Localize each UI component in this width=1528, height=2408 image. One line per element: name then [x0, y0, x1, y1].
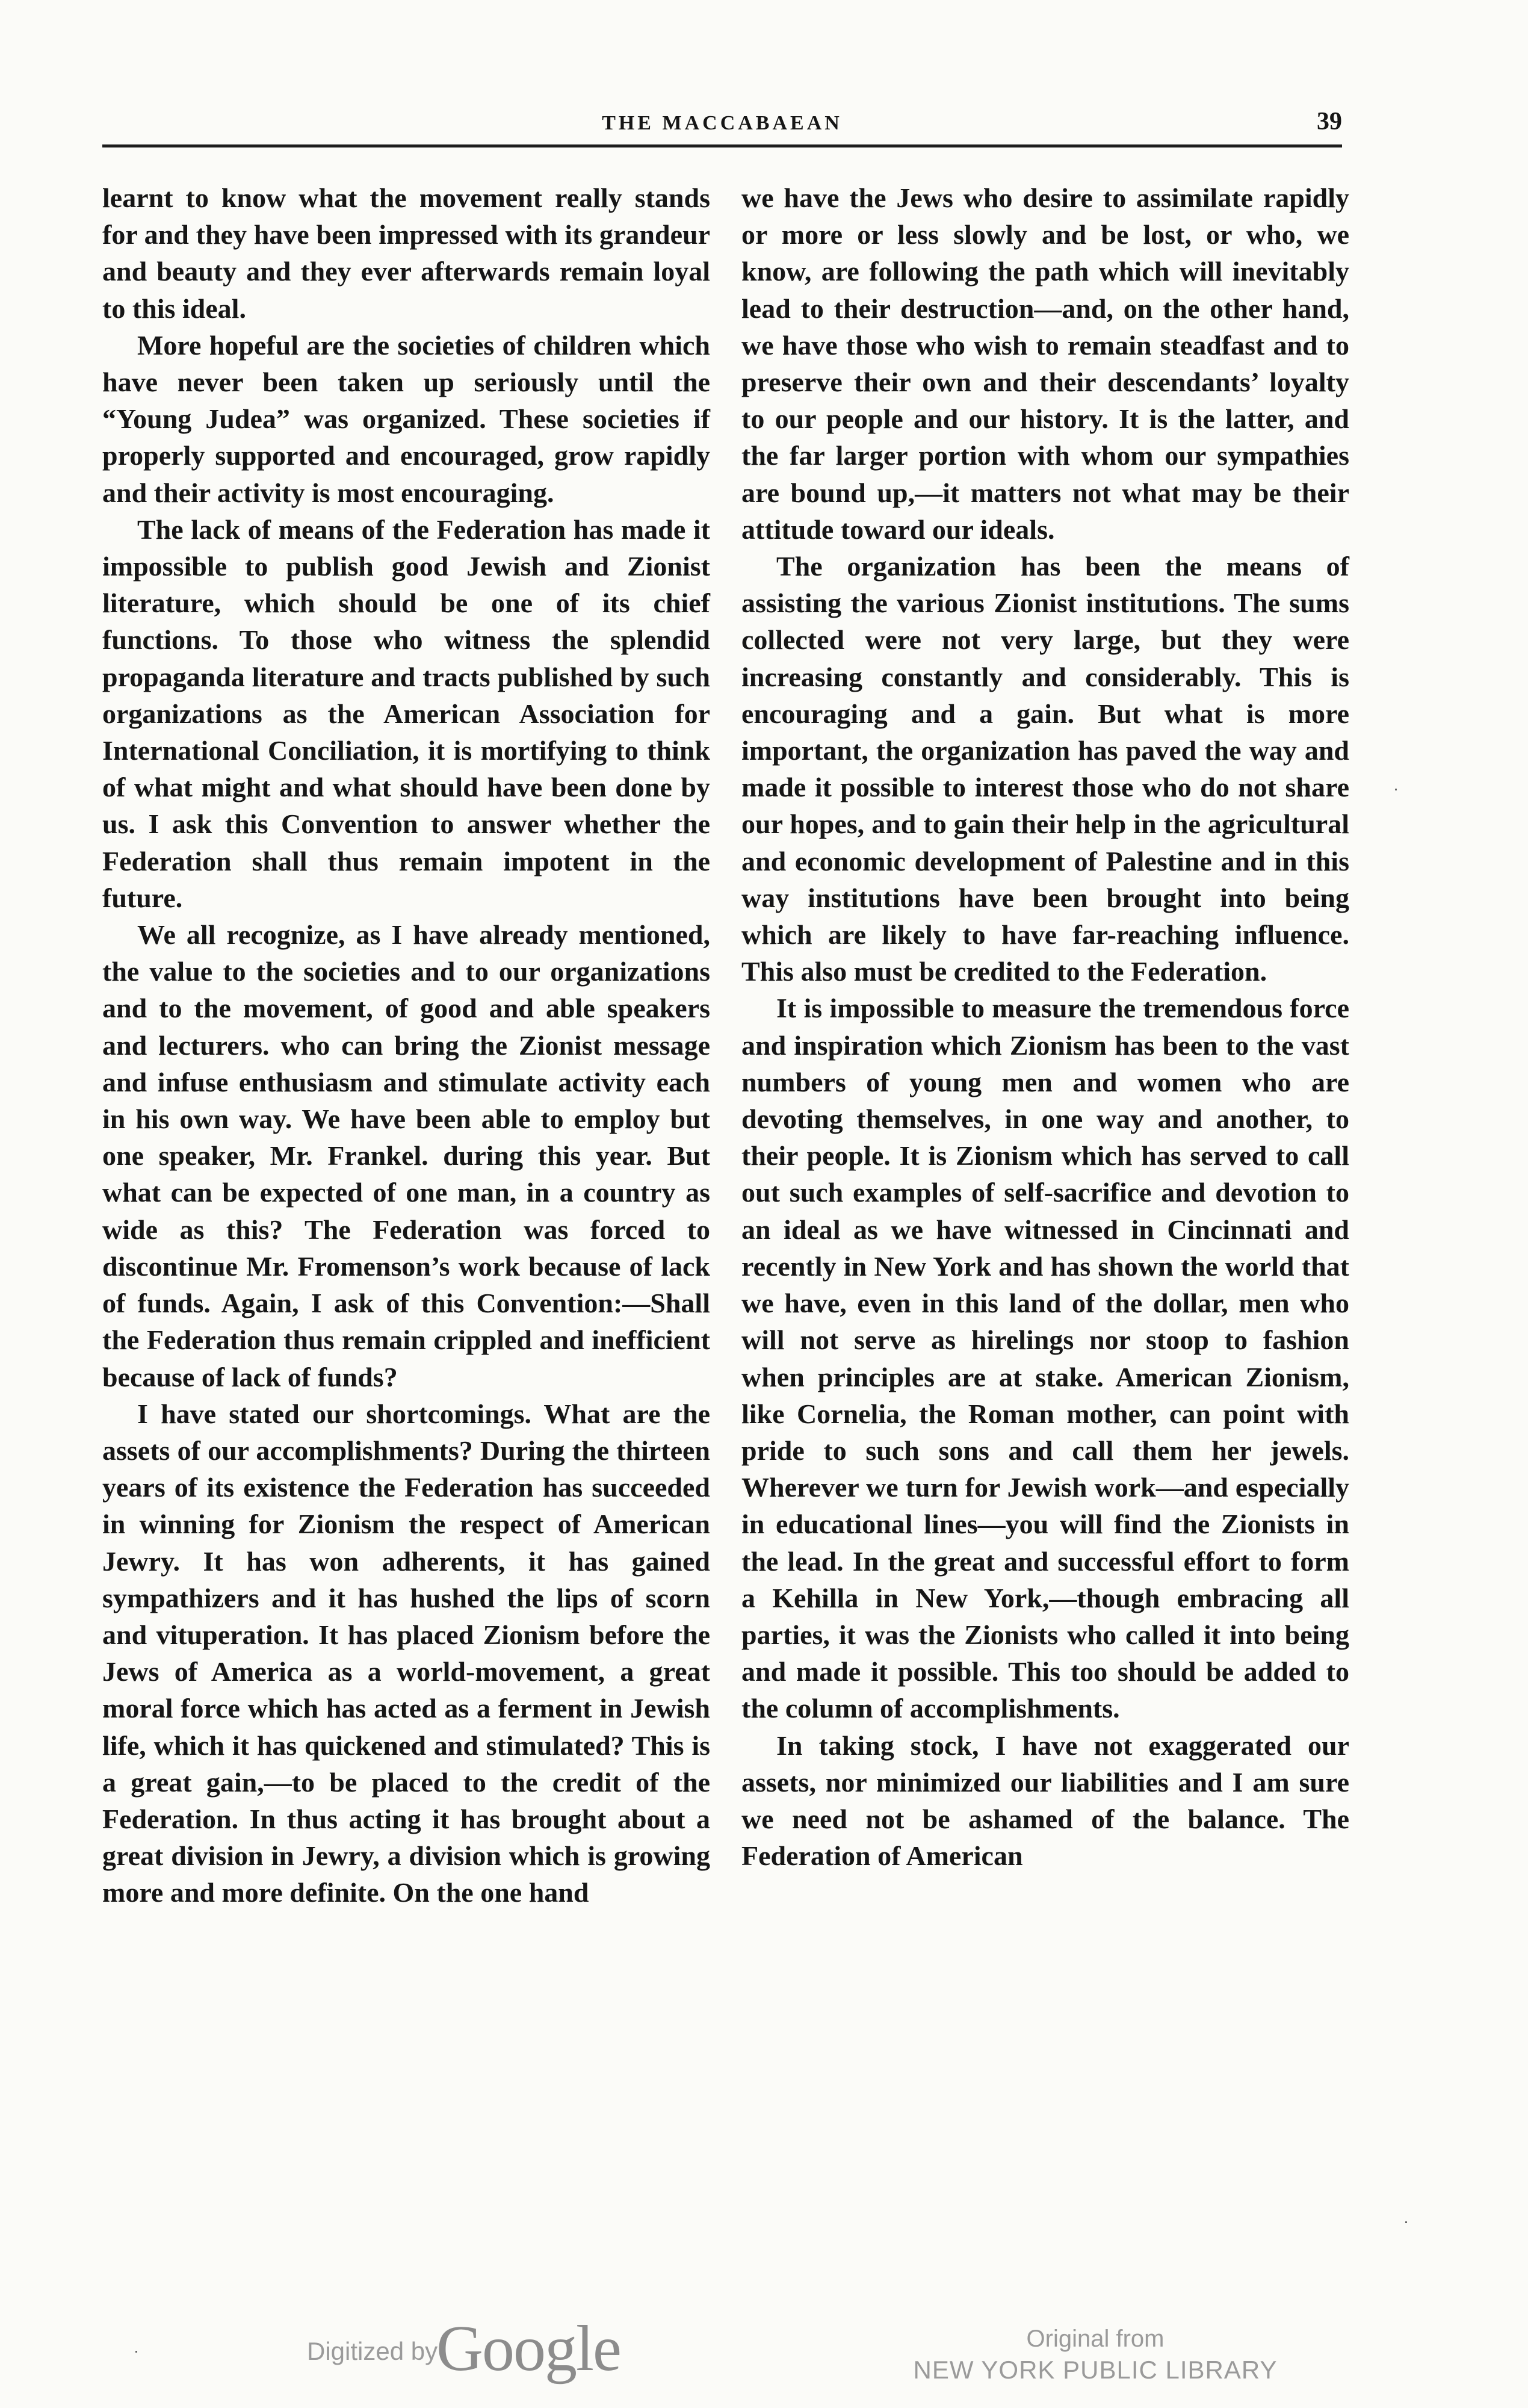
margin-speck — [135, 2351, 137, 2353]
margin-speck — [1405, 2221, 1407, 2223]
header-rule — [102, 144, 1342, 147]
google-watermark — [307, 2312, 668, 2385]
running-title: THE MACCABAEAN — [602, 112, 843, 134]
library-watermark — [885, 2324, 1306, 2386]
left-paragraph-2: More hopeful are the societies of children which have never been taken up seriously until the “Young Judea” was organized. These societies if properly supported and encouraged, grow rapidly and their activity is most encouraging. — [102, 329, 710, 508]
right-paragraph-3: It is impossible to measure the tremendous force and inspiration which Zionism has been to the vast numbers of young men and women who are devoting themselves, in one way and another, to their people. It is Zionism which has served to call out such examples of self-sacrifice and devotion to an ideal as we have witnessed in Cincinnati and recently in New York and has shown the world that we have, even in this land of the dollar, men who will not serve as hirelings nor stoop to fashion when principles are at stake. American Zionism, like Cornelia, the Roman mother, can point with pride to such sons and call them her jewels. Wherever we turn for Jewish work—and especially in educational lines—you will find the Zionists in the lead. In the great and successful effort to form a Kehilla in New York,—though embracing all parties, it was the Zionists who called it into being and made it possible. This too should be added to the column of accomplishments. — [741, 993, 1349, 1724]
original-from-label: Original from — [1026, 2326, 1165, 2352]
right-column — [741, 179, 1349, 1874]
left-paragraph-1: learnt to know what the movement really stands for and they have been impressed with its grandeur and beauty and they ever afterwards remain loyal to this ideal. — [102, 182, 710, 324]
page-number: 39 — [1317, 108, 1342, 135]
left-column — [102, 179, 710, 1911]
google-logo: Google — [436, 2313, 620, 2385]
digitized-by-label: Digitized by — [307, 2337, 438, 2365]
right-paragraph-1: we have the Jews who desire to assimilate rapidly or more or less slowly and be lost, or who, we know, are following the path which will inevitably lead to their destruction—and, on the other hand, we have those who wish to remain steadfast and to preserve their own and their descendants’ loyalty to our people and our history. It is the latter, and the far larger portion with whom our sympathies are bound up,—it matters not what may be their attitude toward our ideals. — [741, 182, 1349, 545]
margin-speck — [1395, 789, 1397, 790]
running-head — [102, 101, 1342, 143]
left-paragraph-3: The lack of means of the Federation has made it impossible to publish good Jewish and Zionist literature, which should be one of its chief functions. To those who witness the splendid propaganda literature and tracts published by such organizations as the American Association for International Conciliation, it is mortifying to think of what might and what should have been done by us. I ask this Convention to answer whether the Federation shall thus remain impotent in the future. — [102, 514, 710, 913]
library-name: NEW YORK PUBLIC LIBRARY — [913, 2356, 1278, 2384]
left-paragraph-4: We all recognize, as I have already mentioned, the value to the societies and to our organizations and to the movement, of good and able speakers and lecturers. who can bring the Zionist message and infuse enthusiasm and stimulate activity each in his own way. We have been able to employ but one speaker, Mr. Frankel. during this year. But what can be expected of one man, in a country as wide as this? The Federation was forced to discontinue Mr. Fromenson’s work because of lack of funds. Again, I ask of this Convention:—Shall the Federation thus remain crippled and inefficient because of lack of funds? — [102, 919, 710, 1392]
left-paragraph-5: I have stated our shortcomings. What are the assets of our accomplishments? During the thirteen years of its existence the Federation has succeeded in winning for Zionism the respect of American Jewry. It has won adherents, it has gained sympathizers and it has hushed the lips of scorn and vituperation. It has placed Zionism before the Jews of America as a world-movement, a great moral force which has acted as a ferment in Jewish life, which it has quickened and stimulated? This is a great gain,—to be placed to the credit of the Federation. In thus acting it has brought about a great division in Jewry, a division which is growing more and more definite. On the one hand — [102, 1398, 710, 1908]
right-paragraph-4: In taking stock, I have not exaggerated our assets, nor minimized our liabilities and I am sure we need not be ashamed of the balance. The Federation of American — [741, 1730, 1349, 1872]
right-paragraph-2: The organization has been the means of assisting the various Zionist institutions. The sums collected were not very large, but they were increasing constantly and considerably. This is encouraging and a gain. But what is more important, the organization has paved the way and made it possible to interest those who do not share our hopes, and to gain their help in the agricultural and economic development of Palestine and in this way institutions have been brought into being which are likely to have far-reaching influence. This also must be credited to the Federation. — [741, 551, 1349, 987]
